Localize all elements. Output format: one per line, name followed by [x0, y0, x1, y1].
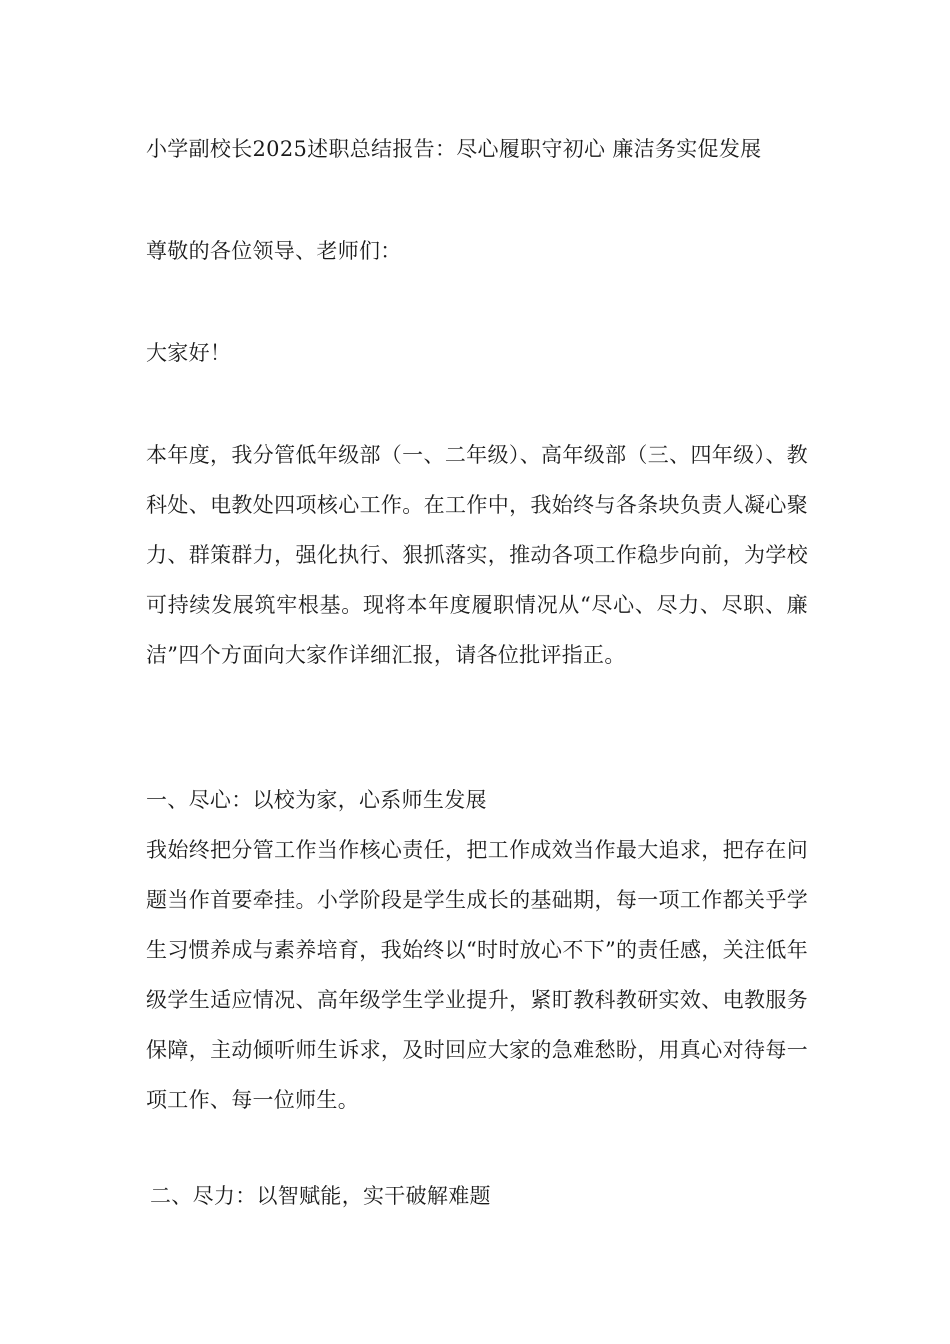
greeting: 大家好！ — [146, 341, 232, 365]
section-heading-2: 二、尽力：以智赋能，实干破解难题 — [150, 1184, 491, 1208]
section-heading-1: 一、尽心：以校为家，心系师生发展 — [146, 788, 487, 812]
salutation: 尊敬的各位领导、老师们： — [146, 239, 402, 263]
document-title: 小学副校长2025述职总结报告：尽心履职守初心 廉洁务实促发展 — [146, 137, 762, 161]
intro-paragraph: 本年度，我分管低年级部（一、二年级）、高年级部（三、四年级）、教科处、电教处四项核心工作。在工作中，我始终与各条块负责人凝心聚力、群策群力，强化执行、狠抓落实，推动各项工作稳步向前，为学校可持续发展筑牢根基。现将本年度履职情况从“尽心、尽力、尽职、廉洁”四个方面向大家作详细汇报，请各位批评指正。 — [146, 443, 808, 667]
section-paragraph-1: 我始终把分管工作当作核心责任，把工作成效当作最大追求，把存在问题当作首要牵挂。小学阶段是学生成长的基础期，每一项工作都关乎学生习惯养成与素养培育，我始终以“时时放心不下”的责任感，关注低年级学生适应情况、高年级学生学业提升，紧盯教科教研实效、电教服务保障，主动倾听师生诉求，及时回应大家的急难愁盼，用真心对待每一项工作、每一位师生。 — [146, 838, 808, 1112]
